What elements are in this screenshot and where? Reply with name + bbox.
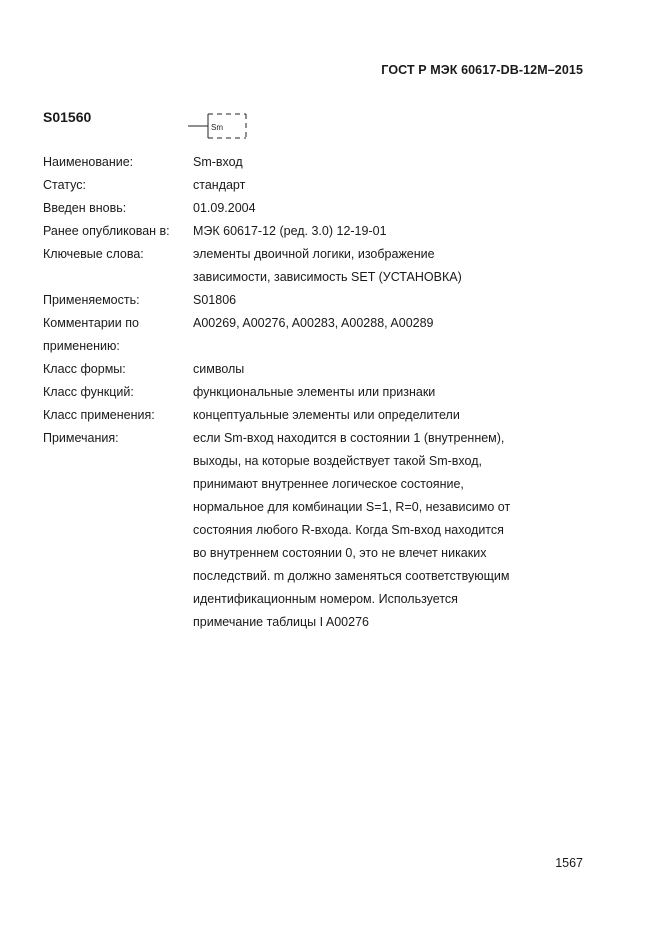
document-standard-header: ГОСТ Р МЭК 60617-DB-12M–2015 (381, 63, 583, 77)
property-row-application-comments (43, 312, 563, 358)
symbol-glyph-label: Sm (211, 123, 223, 132)
property-label: Класс формы: (43, 362, 126, 376)
property-row-notes (43, 427, 563, 634)
property-row-form-class (43, 358, 563, 381)
property-value: A00269, A00276, A00283, A00288, A00289 (193, 316, 434, 330)
property-label: Применяемость: (43, 293, 140, 307)
property-value: 01.09.2004 (193, 201, 256, 215)
property-value: МЭК 60617-12 (ред. 3.0) 12-19-01 (193, 224, 387, 238)
property-label: Класс функций: (43, 385, 134, 399)
property-label: Комментарии по применению: (43, 316, 139, 353)
page-number: 1567 (555, 856, 583, 870)
property-row-applicability (43, 289, 563, 312)
property-row-name (43, 151, 563, 174)
property-value: S01806 (193, 293, 237, 307)
property-label: Наименование: (43, 155, 134, 169)
symbol-code: S01560 (43, 109, 92, 125)
property-row-status (43, 174, 563, 197)
property-value: элементы двоичной логики, изображение зависимости, зависимость SET (УСТАНОВКА) (193, 247, 462, 284)
property-row-function-class (43, 381, 563, 404)
property-value: стандарт (193, 178, 246, 192)
property-label: Введен вновь: (43, 201, 127, 215)
property-label: Ключевые слова: (43, 247, 144, 261)
property-value: Sm-вход (193, 155, 243, 169)
sm-input-symbol-icon (188, 112, 248, 140)
symbol-glyph (188, 112, 248, 140)
property-value: символы (193, 362, 245, 376)
property-row-keywords (43, 243, 563, 289)
property-row-previously-published (43, 220, 563, 243)
property-value: концептуальные элементы или определители (193, 408, 460, 422)
property-value: если Sm-вход находится в состоянии 1 (внутреннем), выходы, на которые воздействует такой Sm-вход, принимают внутреннее логическое состояние, нормальное для комбинации S=1, R=0, независимо от состояния любого R-входа. Когда Sm-вход находится во внутреннем состоянии 0, это не влечет никаких последствий. m должно заменяться соответствующим идентификационным номером. Используется примечание таблицы I A00276 (193, 431, 511, 629)
property-label: Класс применения: (43, 408, 155, 422)
property-label: Примечания: (43, 431, 119, 445)
property-row-application-class (43, 404, 563, 427)
property-value: функциональные элементы или признаки (193, 385, 436, 399)
property-label: Статус: (43, 178, 86, 192)
property-label: Ранее опубликован в: (43, 224, 170, 238)
property-row-introduced (43, 197, 563, 220)
properties-list (43, 151, 563, 634)
